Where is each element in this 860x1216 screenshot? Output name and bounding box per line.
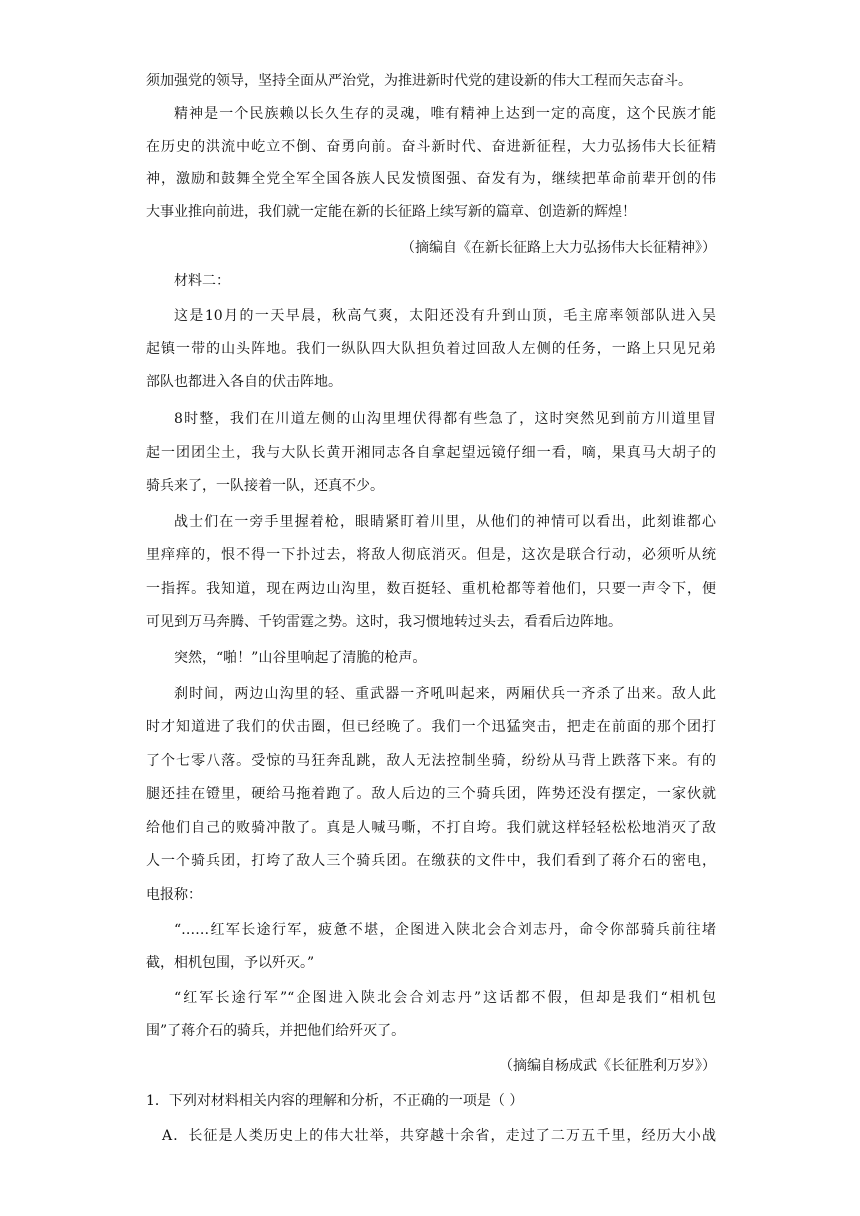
text-line: 电报称： xyxy=(146,887,202,903)
source-citation: （摘编自《在新长征路上大力弘扬伟大长征精神》） xyxy=(401,240,716,256)
text-line: “红军长途行军”“企图进入陕北会合刘志丹”这话都不假，但却是我们“相机包 xyxy=(174,990,716,1006)
text-line: 起一团团尘土，我与大队长黄开湘同志各自拿起望远镜仔细一看，嘀，果真马大胡子的 xyxy=(146,445,716,461)
text-line: 突然，“啪！”山谷里响起了清脆的枪声。 xyxy=(174,650,427,666)
section-heading: 材料二： xyxy=(174,273,230,289)
text-line: 骑兵来了，一队接着一队，还真不少。 xyxy=(146,478,384,494)
text-line: 大事业推向前进，我们就一定能在新的长征路上续写新的篇章、创造新的辉煌！ xyxy=(146,204,636,220)
text-line: 神，激励和鼓舞全党全军全国各族人民发愤图强、奋发有为，继续把革命前辈开创的伟 xyxy=(146,171,716,187)
text-line: 里痒痒的，恨不得一下扑过去，将敌人彻底消灭。但是，这次是联合行动，必须听从统 xyxy=(146,547,716,563)
text-line: 时才知道进了我们的伏击圈，但已经晚了。我们一个迅猛突击，把走在前面的那个团打 xyxy=(146,719,716,735)
text-line: 刹时间，两边山沟里的轻、重武器一齐吼叫起来，两厢伏兵一齐杀了出来。敌人此 xyxy=(174,686,716,702)
text-line: 精神是一个民族赖以长久生存的灵魂，唯有精神上达到一定的高度，这个民族才能 xyxy=(174,106,716,122)
text-line: 战士们在一旁手里握着枪，眼睛紧盯着川里，从他们的神情可以看出，此刻谁都心 xyxy=(174,514,716,530)
text-line: “……红军长途行军，疲惫不堪，企图进入陕北会合刘志丹，命令你部骑兵前往堵 xyxy=(174,922,716,938)
text-line: 了个七零八落。受惊的马狂奔乱跳，敌人无法控制坐骑，纷纷从马背上跌落下来。有的 xyxy=(146,753,716,769)
text-line: 这是10月的一天早晨，秋高气爽，太阳还没有升到山顶，毛主席率领部队进入吴 xyxy=(174,308,716,324)
text-line: 截，相机包围，予以歼灭。” xyxy=(146,955,315,971)
text-line: 起镇一带的山头阵地。我们一纵队四大队担负着过回敌人左侧的任务，一路上只见兄弟 xyxy=(146,341,716,357)
text-line: 8时整，我们在川道左侧的山沟里埋伏得都有些急了，这时突然见到前方川道里冒 xyxy=(174,411,716,427)
text-line: 围”了蒋介石的骑兵，并把他们给歼灭了。 xyxy=(146,1023,406,1039)
source-citation: （摘编自杨成武《长征胜利万岁》） xyxy=(499,1058,716,1074)
text-line: 一指挥。我知道，现在两边山沟里，数百挺轻、重机枪都等着他们，只要一声令下，便 xyxy=(146,581,716,597)
answer-option-a: A．长征是人类历史上的伟大壮举，共穿越十余省，走过了二万五千里，经历大小战 xyxy=(162,1128,716,1144)
text-line: 在历史的洪流中屹立不倒、奋勇向前。奋斗新时代、奋进新征程，大力弘扬伟大长征精 xyxy=(146,139,716,155)
text-line: 可见到万马奔腾、千钧雷霆之势。这时，我习惯地转过头去，看看后边阵地。 xyxy=(146,614,622,630)
question-stem: 1．下列对材料相关内容的理解和分析，不正确的一项是（ ） xyxy=(146,1093,524,1109)
text-line: 人一个骑兵团，打垮了敌人三个骑兵团。在缴获的文件中，我们看到了蒋介石的密电， xyxy=(146,853,716,869)
text-line: 部队也都进入各自的伏击阵地。 xyxy=(146,374,342,390)
text-line: 须加强党的领导，坚持全面从严治党，为推进新时代党的建设新的伟大工程而矢志奋斗。 xyxy=(146,73,692,89)
text-line: 给他们自己的败骑冲散了。真是人喊马嘶，不打自垮。我们就这样轻轻松松地消灭了敌 xyxy=(146,820,716,836)
text-line: 腿还挂在镫里，硬给马拖着跑了。敌人后边的三个骑兵团，阵势还没有摆定，一家伙就 xyxy=(146,786,716,802)
